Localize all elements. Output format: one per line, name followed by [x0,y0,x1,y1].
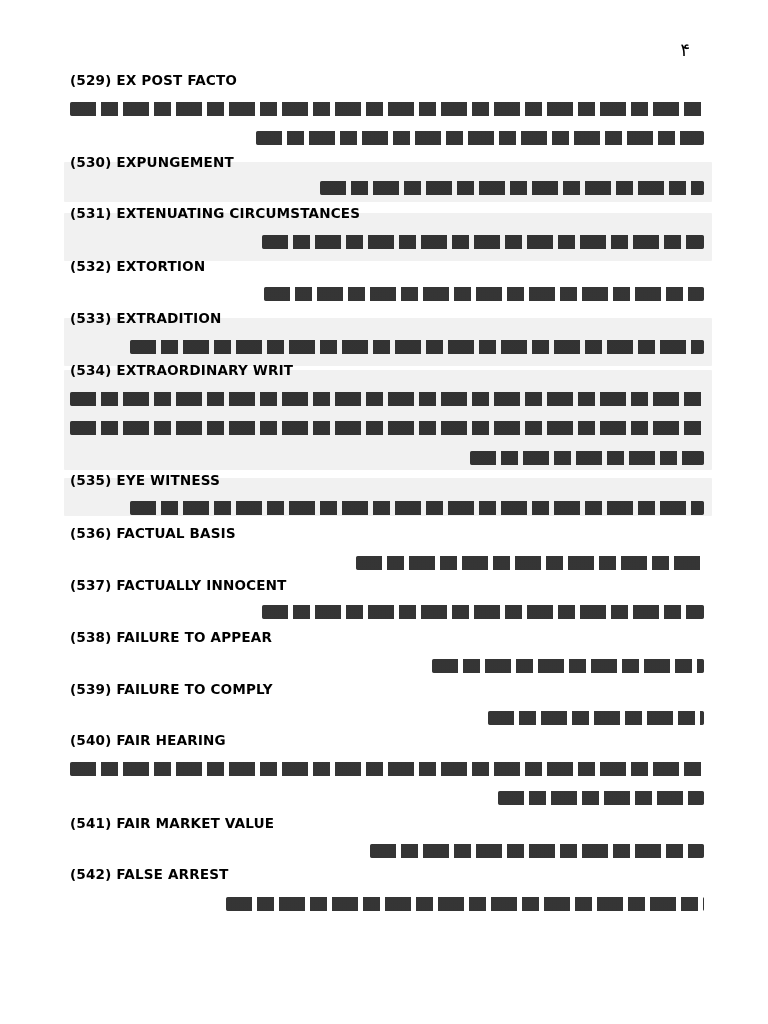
urdu-text-line [356,556,704,570]
entry-title-529: (529) EX POST FACTO [70,73,238,89]
urdu-text-line [432,659,704,673]
urdu-text-line [130,340,704,354]
urdu-text-line [370,844,704,858]
urdu-text-line [470,451,704,465]
urdu-text-line [70,421,704,435]
urdu-text-line [256,131,704,145]
entry-title-540: (540) FAIR HEARING [70,733,226,749]
entry-title-541: (541) FAIR MARKET VALUE [70,816,275,832]
entry-title-534: (534) EXTRAORDINARY WRIT [70,363,294,379]
entry-title-533: (533) EXTRADITION [70,311,222,327]
entry-title-542: (542) FALSE ARREST [70,867,229,883]
urdu-text-line [320,181,704,195]
entry-title-532: (532) EXTORTION [70,259,206,275]
urdu-text-line [264,287,704,301]
entry-title-539: (539) FAILURE TO COMPLY [70,682,273,698]
page-number: ۴ [680,40,690,61]
urdu-text-line [488,711,704,725]
entry-title-536: (536) FACTUAL BASIS [70,526,236,542]
entry-title-537: (537) FACTUALLY INNOCENT [70,578,287,594]
urdu-text-line [70,392,704,406]
urdu-text-line [70,762,704,776]
urdu-text-line [130,501,704,515]
urdu-text-line [262,605,704,619]
urdu-text-line [262,235,704,249]
urdu-text-line [70,102,704,116]
urdu-text-line [498,791,704,805]
entry-title-531: (531) EXTENUATING CIRCUMSTANCES [70,206,361,222]
urdu-text-line [226,897,704,911]
entry-title-535: (535) EYE WITNESS [70,473,221,489]
entry-title-530: (530) EXPUNGEMENT [70,155,234,171]
entry-title-538: (538) FAILURE TO APPEAR [70,630,273,646]
